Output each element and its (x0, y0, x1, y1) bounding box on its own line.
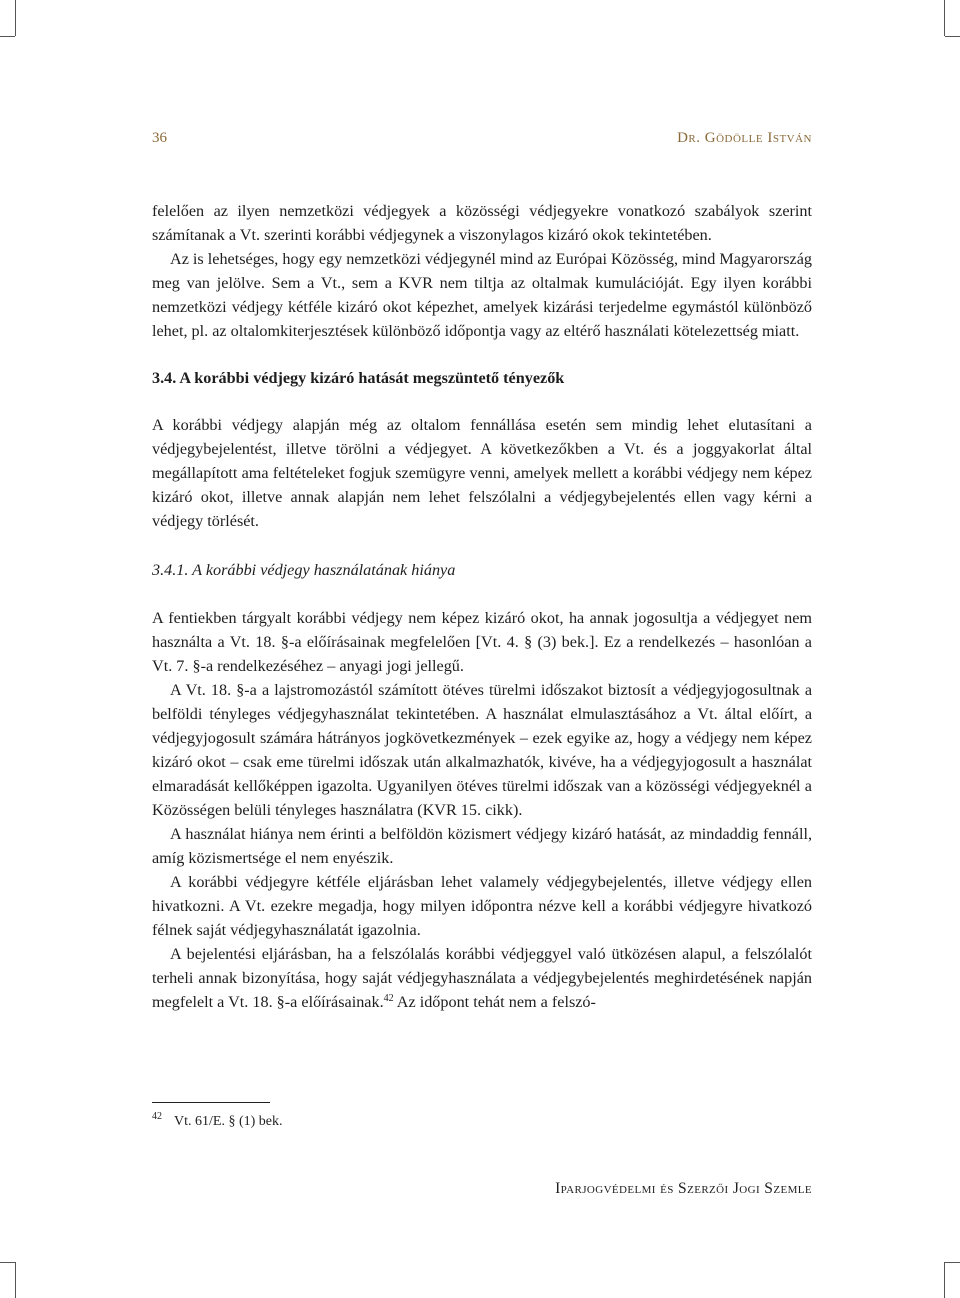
crop-mark-top-left-h (0, 36, 15, 37)
paragraph-text: A bejelentési eljárásban, ha a felszólalás korábbi védjeggyel való ütközésen alapul, a felszólalót terheli annak bizonyítása, hogy saját védjegyhasználata a védjegybejelentés meghirdetésének napján megfelelt a Vt. 18. §-a előírásainak. (152, 945, 812, 1011)
page-number: 36 (152, 130, 167, 146)
paragraph: A fentiekben tárgyalt korábbi védjegy nem képez kizáró okot, ha annak jogosultja a védjegyet nem használta a Vt. 18. §-a előírásainak megfelelően [Vt. 4. § (3) bek.]. Ez a rendelkezés – hasonlóan a Vt. 7. §-a rendelkezéséhez – anyagi jogi jellegű. (152, 609, 812, 675)
paragraph: A korábbi védjegyre kétféle eljárásban lehet valamely védjegybejelentés, illetve védjegy ellen hivatkozni. A Vt. ezekre megadja, hogy milyen időpontra nézve kell a korábbi védjegyre hivatkozó félnek saját védjegyhasználatát igazolnia. (152, 873, 812, 939)
footnote-text: Vt. 61/E. § (1) bek. (174, 1114, 283, 1129)
footnote-number: 42 (152, 1111, 162, 1122)
paragraph: A Vt. 18. §-a a lajstromozástól számított ötéves türelmi időszakot biztosít a védjegyjogosultnak a belföldi tényleges védjegyhasználat tekintetében. A használat elmulasztásához a Vt. által előírt, a védjegyjogosult számára hátrányos jogkövetkezmények – ezek egyike az, hogy a védjegy nem képez kizáró okot – csak eme türelmi időszak után alkalmazhatók, kivéve, ha a védjegyjogosult a használat elmaradását kellőképpen igazolta. Ugyanilyen ötéves türelmi időszak van a közösségi védjegyeknél a Közösségen belüli tényleges használatra (KVR 15. cikk). (152, 681, 812, 819)
subsection-heading: 3.4.1. A korábbi védjegy használatának hiánya (152, 561, 456, 579)
running-author: Dr. Gödölle István (677, 130, 812, 146)
footnote-reference[interactable]: 42 (383, 993, 394, 1004)
section-heading: 3.4. A korábbi védjegy kizáró hatását megszüntető tényezők (152, 369, 565, 387)
running-header (152, 130, 812, 154)
footnote-rule (152, 1102, 270, 1103)
footnote (152, 1107, 282, 1132)
body-text (152, 199, 812, 1014)
crop-mark-top-left-v (15, 0, 16, 36)
running-footer-journal: Iparjogvédelmi és Szerzői Jogi Szemle (555, 1180, 812, 1197)
crop-mark-bottom-left-v (15, 1262, 16, 1298)
crop-mark-bottom-right-v (944, 1262, 945, 1298)
paragraph: A korábbi védjegy alapján még az oltalom fennállása esetén sem mindig lehet elutasítani a védjegybejelentést, illetve törölni a védjegyet. A következőkben a Vt. és a joggyakorlat által megállapított ama feltételeket fogjuk szemügyre venni, amelyek mellett a korábbi védjegy nem képez kizáró okot, illetve annak alapján nem lehet felszólalni a védjegybejelentés ellen vagy kérni a védjegy törlését. (152, 416, 812, 530)
crop-mark-top-right-h (945, 36, 960, 37)
paragraph-with-footnote (152, 942, 812, 1014)
paragraph-continuation: felelően az ilyen nemzetközi védjegyek a közösségi védjegyekre vonatkozó szabályok szerint számítanak a Vt. szerinti korábbi védjegynek a viszonylagos kizáró okok tekintetében. (152, 202, 812, 244)
paragraph-text-end: Az időpont tehát nem a felszó- (393, 993, 596, 1011)
paragraph: A használat hiánya nem érinti a belföldön közismert védjegy kizáró hatását, az mindaddig fennáll, amíg közismertsége el nem enyészik. (152, 825, 812, 867)
crop-mark-bottom-left-h (0, 1262, 15, 1263)
crop-mark-bottom-right-h (945, 1262, 960, 1263)
crop-mark-top-right-v (944, 0, 945, 36)
paragraph: Az is lehetséges, hogy egy nemzetközi védjegynél mind az Európai Közösség, mind Magyarország meg van jelölve. Sem a Vt., sem a KVR nem tiltja az oltalmak kumulációját. Egy ilyen korábbi nemzetközi védjegy kétféle kizáró okot képezhet, amelyek kizárási terjedelme egymástól különböző lehet, pl. az oltalomkiterjesztések különböző időpontja vagy az eltérő használati kötelezettség miatt. (152, 250, 812, 340)
